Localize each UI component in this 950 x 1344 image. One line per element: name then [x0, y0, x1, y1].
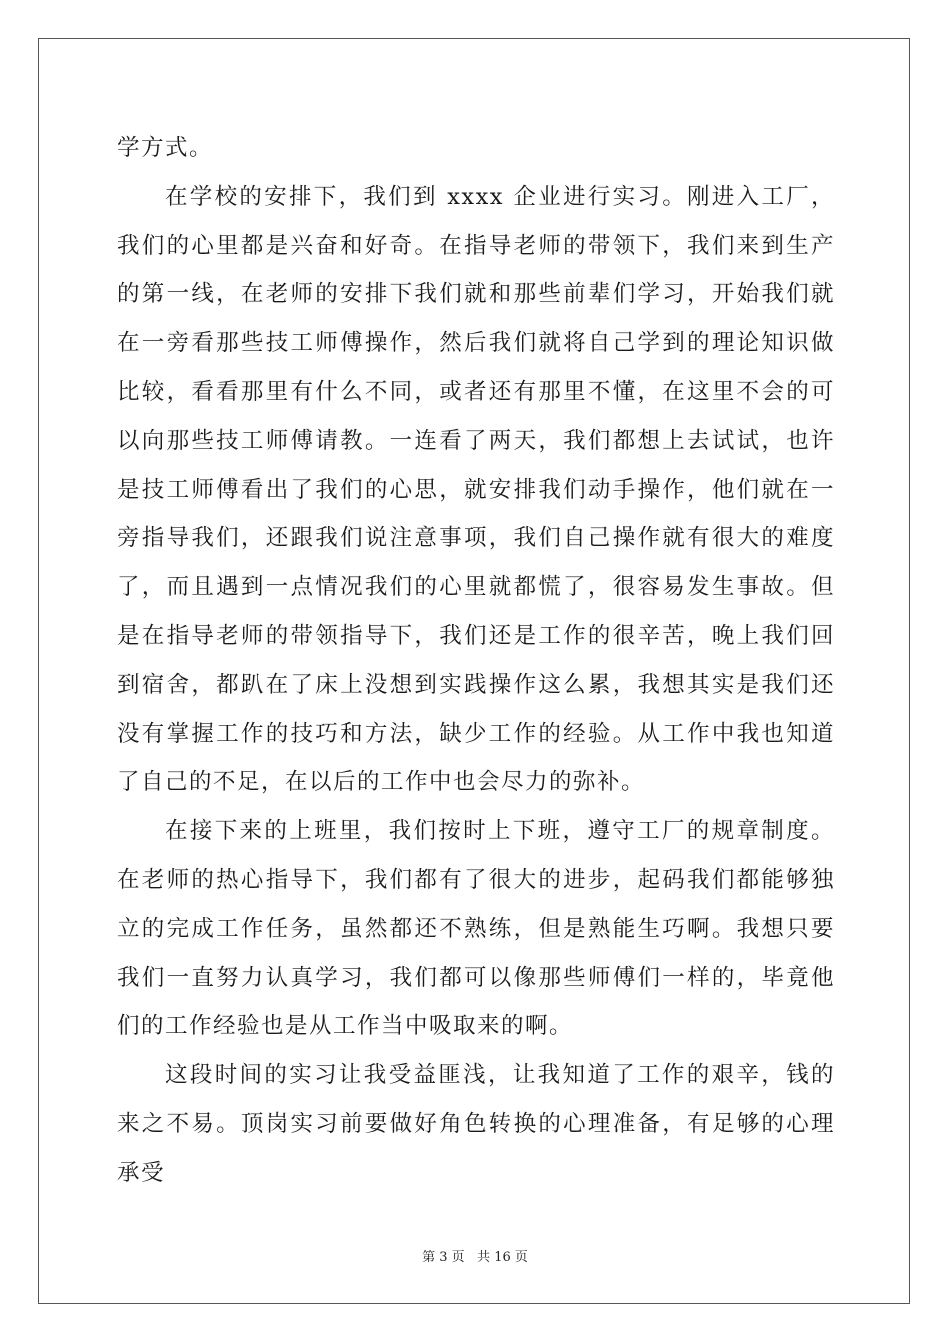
paragraph-continued: 学方式。 [117, 135, 214, 161]
paragraph-internship-start: 在学校的安排下，我们到 xxxx 企业进行实习。刚进入工厂，我们的心里都是兴奋和好奇。在指导老师的带领下，我们来到生产的第一线，在老师的安排下我们就和那些前辈们学习，开始我们就在一旁看那些技工师傅操作，然后我们就将自己学到的理论知识做比较，看看那里有什么不同，或者还有那里不懂，在这里不会的可以向那些技工师傅请教。一连看了两天，我们都想上去试试，也许是技工师傅看出了我们的心思，就安排我们动手操作，他们就在一旁指导我们，还跟我们说注意事项，我们自己操作就有很大的难度了，而且遇到一点情况我们的心里就都慌了，很容易发生事故。但是在指导老师的带领指导下，我们还是工作的很辛苦，晚上我们回到宿舍，都趴在了床上没想到实践操作这么累，我想其实是我们还没有掌握工作的技巧和方法，缺少工作的经验。从工作中我也知道了自己的不足，在以后的工作中也会尽力的弥补。 [117, 183, 835, 796]
page-number-footer: 第 3 页 共 16 页 [422, 1250, 528, 1265]
document-body [117, 124, 835, 1198]
paragraph-progress: 在接下来的上班里，我们按时上下班，遵守工厂的规章制度。在老师的热心指导下，我们都有了很大的进步，起码我们都能够独立的完成工作任务，虽然都还不熟练，但是熟能生巧啊。我想只要我们一直努力认真学习，我们都可以像那些师傅们一样的，毕竟他们的工作经验也是从工作当中吸取来的啊。 [117, 818, 835, 1040]
paragraph-reflection: 这段时间的实习让我受益匪浅，让我知道了工作的艰辛，钱的来之不易。顶岗实习前要做好角色转换的心理准备，有足够的心理承受 [117, 1062, 835, 1186]
